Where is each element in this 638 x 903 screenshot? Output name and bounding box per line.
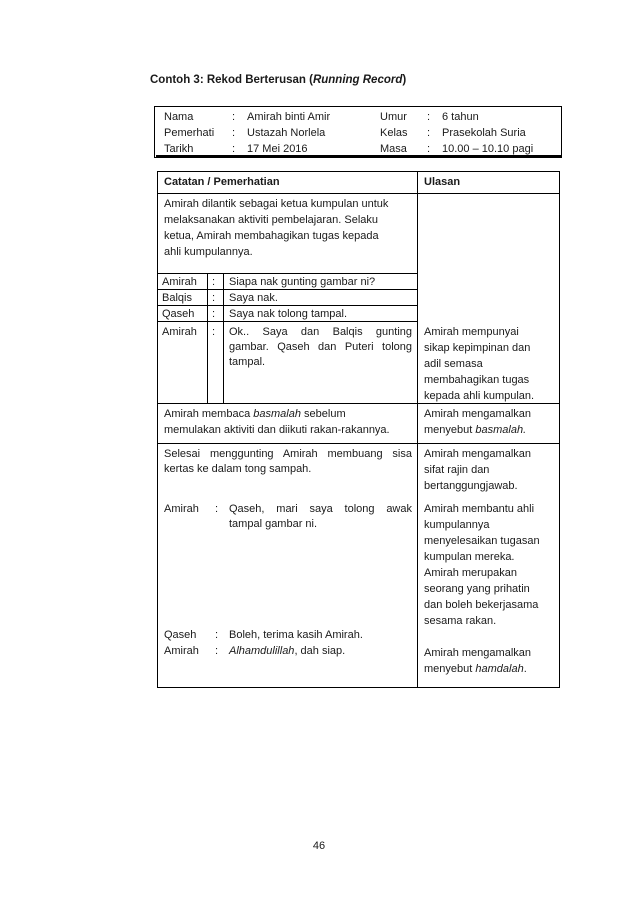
label-nama: Nama [164, 111, 194, 123]
ulasan-line: Amirah mengamalkan [424, 448, 531, 460]
row-divider [157, 273, 417, 274]
colon: : [232, 111, 236, 123]
column-divider [417, 171, 418, 688]
ulasan-line: menyelesaikan tugasan [424, 535, 540, 547]
ulasan-line: Amirah mempunyai [424, 326, 519, 338]
value-nama: Amirah binti Amir [247, 111, 331, 123]
label-tarikh: Tarikh [164, 143, 194, 155]
dialog-speaker: Amirah [162, 276, 197, 288]
dialog-text: Siapa nak gunting gambar ni? [229, 276, 376, 288]
colon: : [427, 143, 431, 155]
ulasan-line: kumpulan mereka. [424, 551, 515, 563]
page-title: Contoh 3: Rekod Berterusan (Running Record) [150, 74, 407, 86]
label-kelas: Kelas [380, 127, 408, 139]
colon: : [212, 292, 216, 304]
header-ulasan: Ulasan [424, 176, 461, 188]
ulasan-line: menyebut basmalah. [424, 424, 527, 436]
colon: : [215, 503, 219, 515]
dialog-text: Ok.. Saya dan Balqis gunting gambar. Qaseh dan Puteri tolong tampal. [229, 326, 412, 368]
table-border-bottom [157, 687, 560, 688]
header-catatan: Catatan / Pemerhatian [164, 176, 280, 188]
intro-line: ahli kumpulannya. [164, 246, 253, 258]
label-pemerhati: Pemerhati [164, 127, 215, 139]
ulasan-line: Amirah mengamalkan [424, 647, 531, 659]
colon-divider [223, 273, 224, 403]
ulasan-line: sesama rakan. [424, 615, 497, 627]
basmalah-line: memulakan aktiviti dan diikuti rakan-rakannya. [164, 424, 390, 436]
row-divider [157, 305, 417, 306]
dialog-speaker: Balqis [162, 292, 192, 304]
row-divider-thin [157, 443, 560, 444]
selesai-text: Selesai menggunting Amirah membuang sisa kertas ke dalam tong sampah. [164, 448, 412, 475]
intro-line: melaksanakan aktiviti pembelajaran. Selaku [164, 214, 379, 226]
page-number: 46 [312, 840, 326, 852]
value-kelas: Prasekolah Suria [442, 127, 526, 139]
ulasan-line: menyebut hamdalah. [424, 663, 527, 675]
colon: : [212, 308, 216, 320]
value-masa: 10.00 – 10.10 pagi [442, 143, 534, 155]
dialog-speaker: Amirah [164, 645, 199, 657]
dialog-text: Alhamdulillah, dah siap. [229, 645, 346, 657]
ulasan-line: Amirah merupakan [424, 567, 517, 579]
ulasan-line: Amirah mengamalkan [424, 408, 531, 420]
value-umur: 6 tahun [442, 111, 479, 123]
dialog-text: Saya nak. [229, 292, 278, 304]
ulasan-line: Amirah membantu ahli [424, 503, 535, 515]
header-divider-right [417, 193, 560, 194]
intro-line: ketua, Amirah membahagikan tugas kepada [164, 230, 379, 242]
intro-line: Amirah dilantik sebagai ketua kumpulan untuk [164, 198, 389, 210]
label-masa: Masa [380, 143, 407, 155]
table-border-right [559, 171, 560, 688]
table-border-left [157, 171, 158, 688]
ulasan-line: seorang yang prihatin [424, 583, 530, 595]
colon: : [215, 645, 219, 657]
dialog-text: Qaseh, mari saya tolong awak tampal gambar ni. [229, 503, 412, 530]
ulasan-line: dan boleh bekerjasama [424, 599, 539, 611]
value-pemerhati: Ustazah Norlela [247, 127, 326, 139]
dialog-text: Boleh, terima kasih Amirah. [229, 629, 363, 641]
colon: : [427, 111, 431, 123]
table-border-top [157, 171, 560, 172]
ulasan-line: kumpulannya [424, 519, 490, 531]
colon: : [212, 326, 216, 338]
speaker-divider [207, 273, 208, 403]
ulasan-line: bertanggungjawab. [424, 480, 518, 492]
basmalah-line: Amirah membaca basmalah sebelum [164, 408, 346, 420]
label-umur: Umur [380, 111, 407, 123]
colon: : [232, 127, 236, 139]
ulasan-line: sifat rajin dan [424, 464, 490, 476]
dialog-speaker: Qaseh [162, 308, 195, 320]
dialog-speaker: Amirah [164, 503, 199, 515]
dialog-speaker: Qaseh [164, 629, 197, 641]
colon: : [232, 143, 236, 155]
dialog-text: Saya nak tolong tampal. [229, 308, 348, 320]
colon: : [215, 629, 219, 641]
ulasan-line: kepada ahli kumpulan. [424, 390, 535, 402]
ulasan-line: adil semasa [424, 358, 483, 370]
value-tarikh: 17 Mei 2016 [247, 143, 308, 155]
colon: : [212, 276, 216, 288]
ulasan-line: sikap kepimpinan dan [424, 342, 531, 354]
ulasan-line: membahagikan tugas [424, 374, 530, 386]
colon: : [427, 127, 431, 139]
dialog-speaker: Amirah [162, 326, 197, 338]
